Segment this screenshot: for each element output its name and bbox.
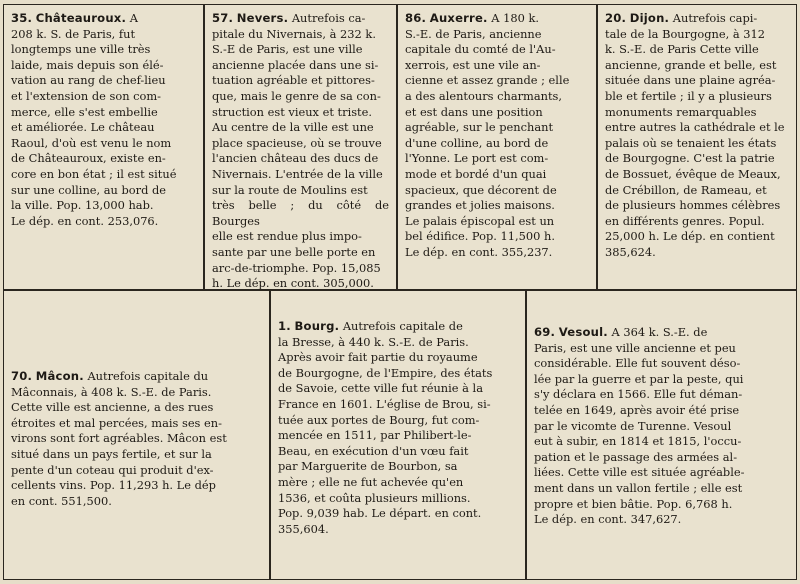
entry-text xyxy=(605,11,789,261)
entry-body: Autrefois capitale de la Bresse, à 440 k. S.-E. de Paris. Après avoir fait partie du royaume de Bourgogne, de l'Empire, des états de Savoie, cette ville fut réunie à la France en 1601. L'église de Brou, si- tuée aux portes de Bourg, fut com- mencée en 1511, par Philibert-le- Beau, en exécution d'un vœu fait par Marguerite de Bourbon, sa mère ; elle ne fut achevée qu'en 1536, et coûta plusieurs millions. Pop. 9,039 hab. Le départ. en cont. 355,604. xyxy=(278,319,493,536)
entry-name: Mâcon. xyxy=(35,369,84,383)
entry-text xyxy=(11,11,196,229)
entry-number: 57. xyxy=(212,11,234,25)
entry-body: Autrefois capitale du Mâconnais, à 408 k. S.-E. de Paris. Cette ville est ancienne, a des rues étroites et mal percées, mais ses en- virons sont fort agréables. Mâcon est situé dans un pays fertile, et sur la pente d'un coteau qui produit d'ex- cellents vins. Pop. 11,293 h. Le dép en cont. 551,500. xyxy=(11,369,227,508)
entry-name: Nevers. xyxy=(236,11,289,25)
entry-number: 69. xyxy=(534,325,556,339)
entry-nevers xyxy=(204,4,397,290)
entry-body: Autrefois capi- tale de la Bourgogne, à 312 k. S.-E. de Paris Cette ville ancienne, grande et belle, est située dans une plaine agréa- ble et fertile ; il y a plusieurs monuments remarquables entre autres la cathédrale et le palais où se tenaient les états de Bourgogne. C'est la patrie de Bossuet, évêque de Meaux, de Crébillon, de Rameau, et de plusieurs hommes célèbres en différents genres. Popul. 25,000 h. Le dép. en contient 385,624. xyxy=(605,11,785,259)
entry-name: Bourg. xyxy=(294,319,340,333)
entry-text xyxy=(278,319,518,537)
entry-auxerre xyxy=(397,4,597,290)
entry-number: 20. xyxy=(605,11,627,25)
entry-number: 35. xyxy=(11,11,33,25)
entry-text xyxy=(11,369,262,509)
entry-text xyxy=(405,11,589,261)
entry-name: Châteauroux. xyxy=(35,11,127,25)
entry-dijon xyxy=(597,4,797,290)
entry-chateauroux xyxy=(3,4,204,290)
entry-name: Auxerre. xyxy=(429,11,488,25)
entry-number: 1. xyxy=(278,319,291,333)
entry-bourg xyxy=(270,290,526,580)
entry-name: Dijon. xyxy=(629,11,670,25)
entry-body: A 364 k. S.-E. de Paris, est une ville ancienne et peu considérable. Elle fut souvent déso- lée par la guerre et par la peste, qui s'y déclara en 1566. Elle fut déman- telée en 1649, après avoir été prise par le vicomte de Turenne. Vesoul eut à subir, en 1814 et 1815, l'occu- pation et le passage des armées al- liées. Cette ville est située agréable- ment dans un vallon fertile ; elle est propre et bien bâtie. Pop. 6,768 h. Le dép. en cont. 347,627. xyxy=(534,325,745,527)
entry-body: A 180 k. S.-E. de Paris, ancienne capitale du comté de l'Au- xerrois, est une vile an- cienne et assez grande ; elle a des alentours charmants, et est dans une position agréable, sur le penchant d'une colline, au bord de l'Yonne. Le port est com- mode et bordé d'un quai spacieux, que décorent de grandes et jolies maisons. Le palais épiscopal est un bel édifice. Pop. 11,500 h. Le dép. en cont. 355,237. xyxy=(405,11,570,259)
entry-number: 70. xyxy=(11,369,33,383)
entry-text xyxy=(212,11,389,290)
entry-body: Autrefois ca- pitale du Nivernais, à 232 k. S.-E de Paris, est une ville ancienne placée dans une si- tuation agréable et pittores- que, mais le genre de sa con- struction est vieux et triste. Au centre de la ville est une place spacieuse, où se trouve l'ancien château des ducs de Nivernais. L'entrée de la ville sur la route de Moulins est très belle ; du côté de Bourges elle est rendue plus impo- sante par une belle porte en arc-de-triomphe. Pop. 15,085 h. Le dép. en cont. 305,000. xyxy=(212,11,389,290)
entry-text xyxy=(534,325,789,528)
entry-macon xyxy=(3,290,270,580)
entry-number: 86. xyxy=(405,11,427,25)
entry-name: Vesoul. xyxy=(558,325,608,339)
entry-body: A 208 k. S. de Paris, fut longtemps une ville très laide, mais depuis son élé- vation au rang de chef-lieu et l'extension de son com- merce, elle s'est embellie et améliorée. Le château Raoul, d'où est venu le nom de Châteauroux, existe en- core en bon état ; il est situé sur une colline, au bord de la ville. Pop. 13,000 hab. Le dép. en cont. 253,076. xyxy=(11,11,177,228)
entry-vesoul xyxy=(526,290,797,580)
